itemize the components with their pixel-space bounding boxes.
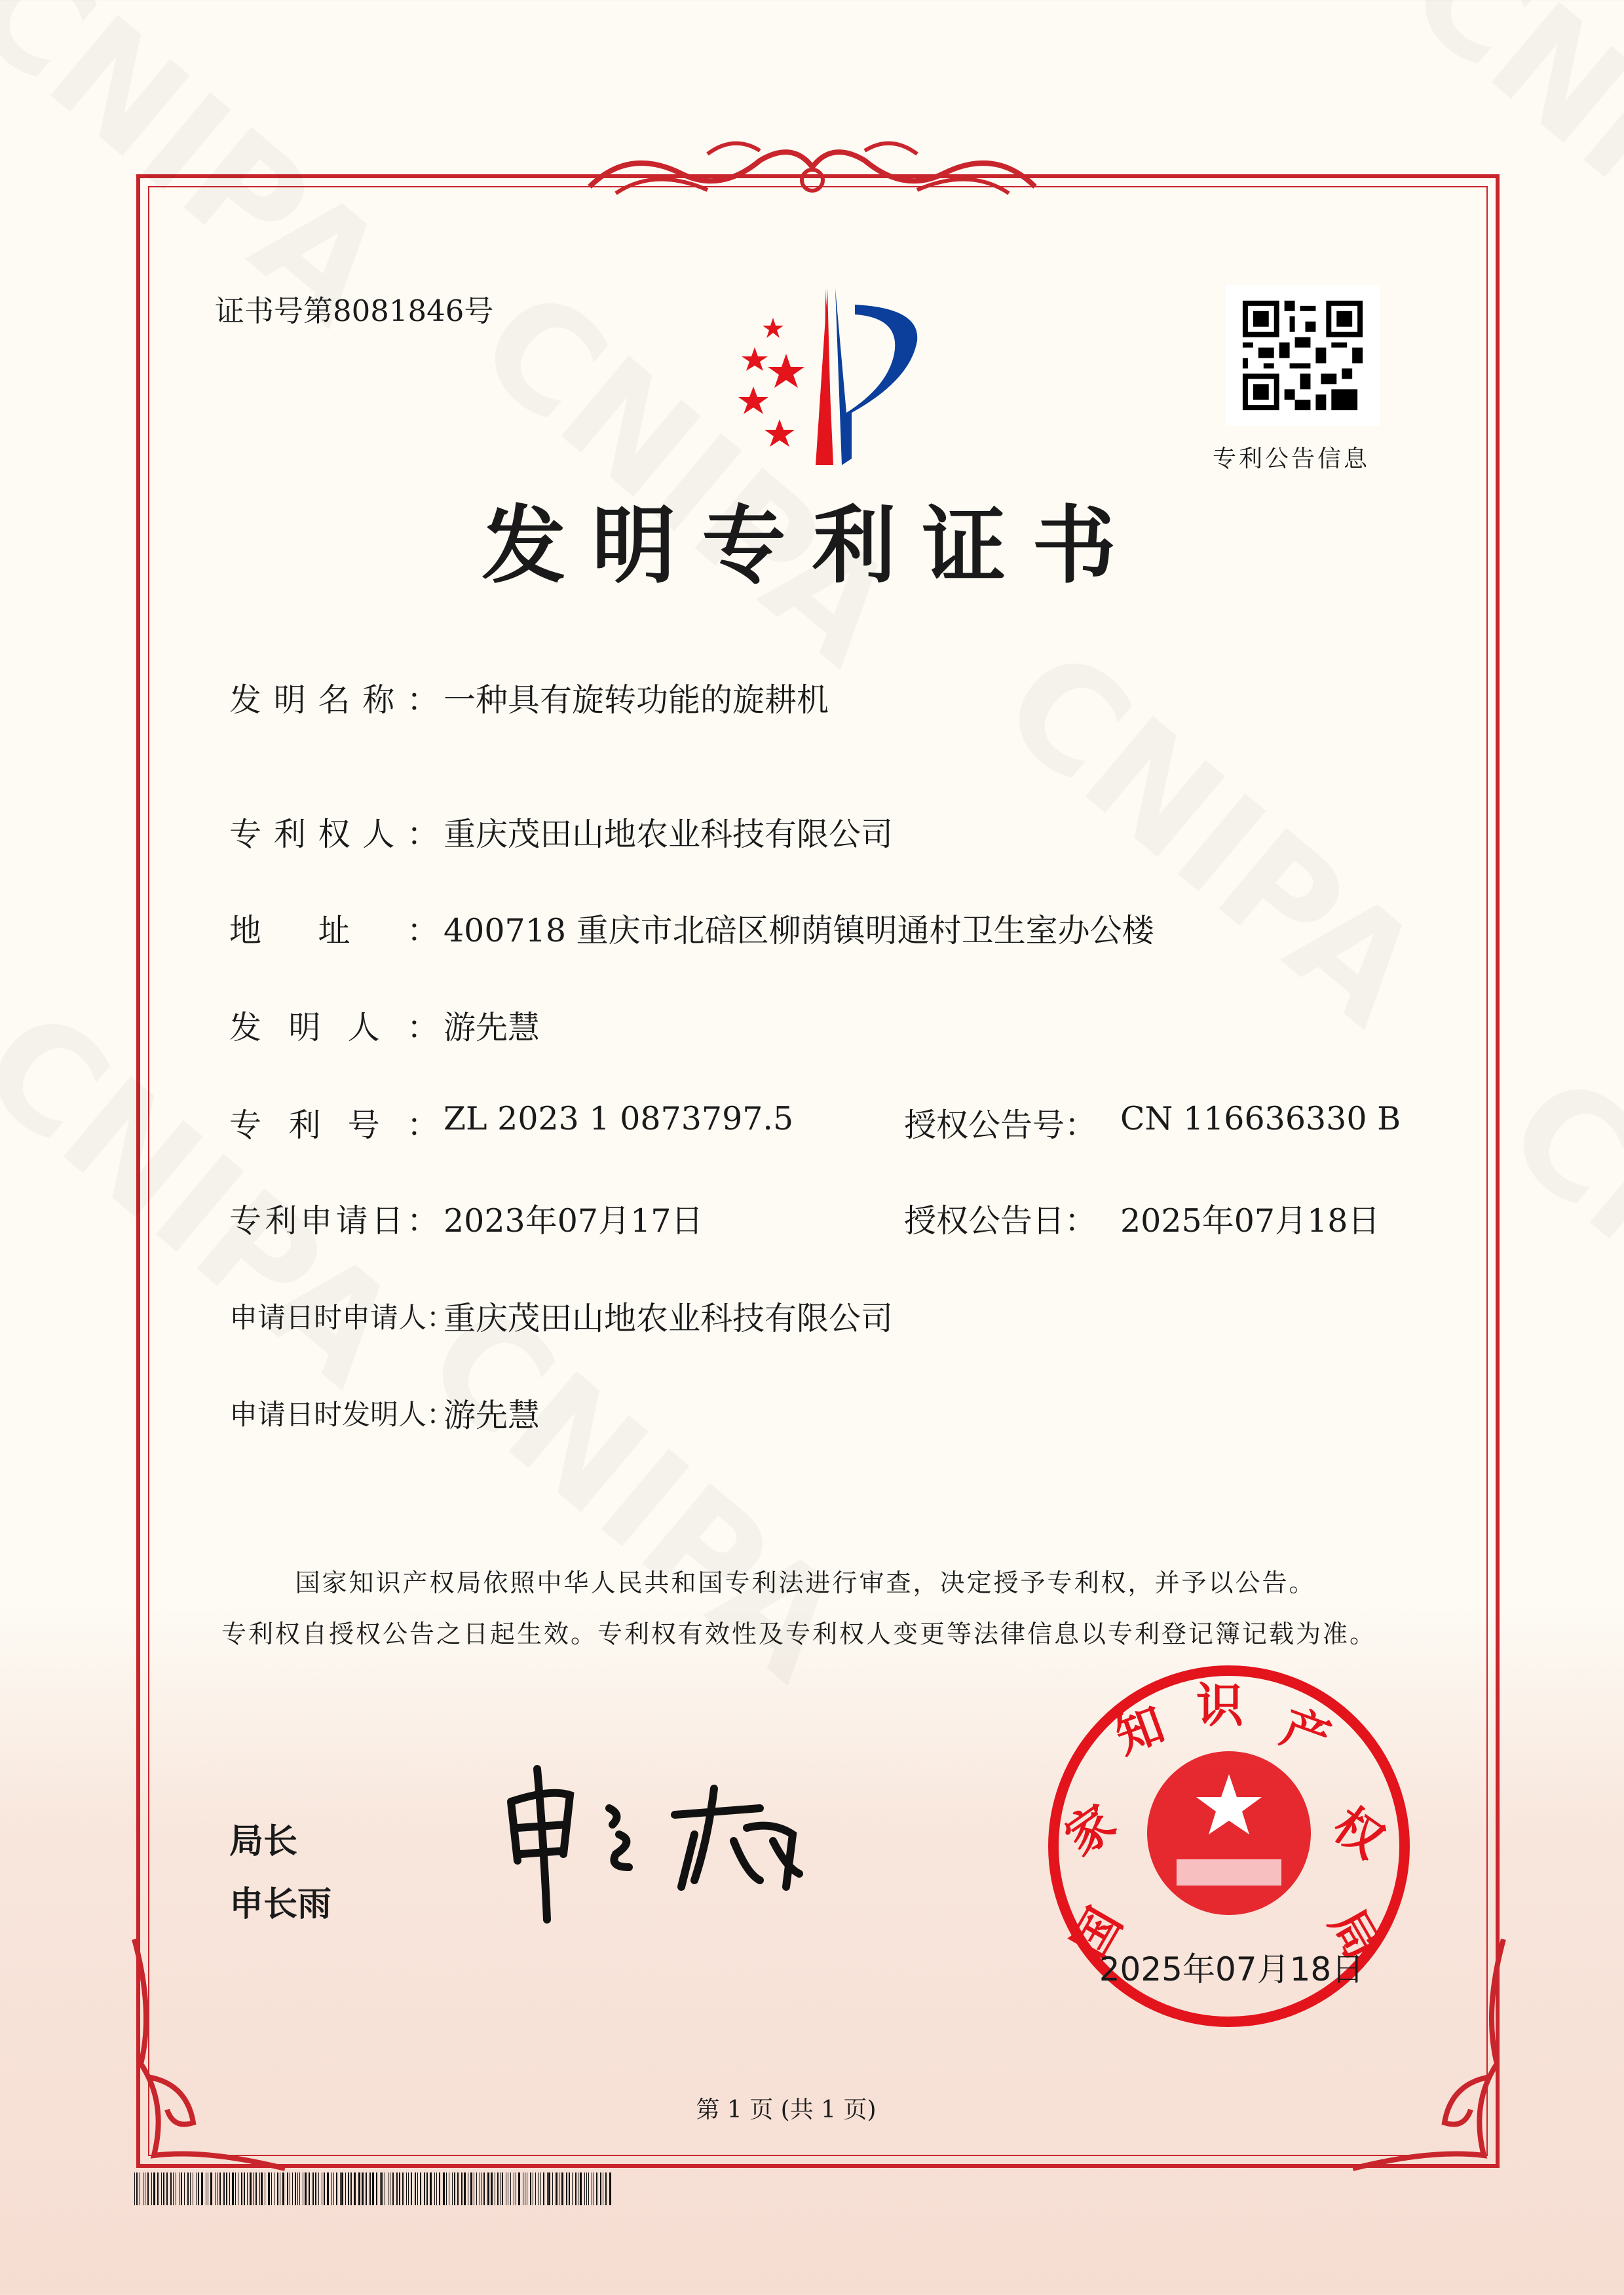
qr-code-icon — [1226, 285, 1380, 426]
barcode-bar — [305, 2172, 306, 2205]
barcode-bar — [282, 2172, 284, 2205]
svg-text:局: 局 — [1319, 1899, 1391, 1969]
field-label: 地址： — [229, 912, 439, 949]
barcode-bar — [464, 2172, 466, 2205]
barcode-bar — [163, 2172, 164, 2205]
barcode-bar — [454, 2172, 455, 2205]
field-value: 游先慧 — [444, 1397, 540, 1434]
barcode-bar — [436, 2172, 437, 2205]
barcode-bar — [408, 2172, 409, 2205]
barcode-bar — [411, 2172, 412, 2205]
barcode-bar — [399, 2172, 400, 2205]
barcode-bar — [609, 2172, 611, 2205]
barcode-bar — [226, 2172, 227, 2205]
barcode-bar — [439, 2172, 441, 2205]
corner-ornament-left — [128, 1933, 298, 2182]
barcode-bar — [147, 2172, 149, 2205]
barcode-bar — [430, 2172, 431, 2205]
barcode-bar — [600, 2172, 601, 2205]
svg-text:权: 权 — [1323, 1796, 1394, 1869]
barcode-bar — [287, 2172, 288, 2205]
field-label: 专利申请日： — [229, 1202, 439, 1240]
barcode-bar — [572, 2172, 573, 2205]
barcode-bar — [333, 2172, 334, 2205]
barcode-bar — [184, 2172, 185, 2205]
barcode-bar — [457, 2172, 459, 2205]
barcode-bar — [153, 2172, 155, 2205]
barcode-bar — [426, 2172, 428, 2205]
barcode-bar — [476, 2172, 477, 2205]
barcode-bar — [161, 2172, 162, 2205]
barcode-bar — [392, 2172, 394, 2205]
barcode-bar — [538, 2172, 539, 2205]
certificate-number: 证书号第8081846号 — [215, 294, 494, 328]
barcode-bar — [235, 2172, 236, 2205]
field-label: 申请日时发明人： — [229, 1399, 455, 1432]
top-ornament — [576, 134, 1048, 213]
barcode-bar — [312, 2172, 314, 2205]
barcode-bar — [362, 2172, 364, 2205]
barcode-bar — [255, 2172, 256, 2205]
field-label: 授权公告日： — [904, 1202, 1097, 1240]
field-label: 授权公告号： — [904, 1107, 1097, 1144]
barcode-bar — [543, 2172, 544, 2205]
field-value: 400718 重庆市北碚区柳荫镇明通村卫生室办公楼 — [444, 912, 1154, 949]
barcode-bar — [157, 2172, 159, 2205]
barcode-bar — [596, 2172, 597, 2205]
barcode-bar — [548, 2172, 550, 2205]
barcode-bar — [241, 2172, 242, 2205]
statement-line: 专利权自授权公告之日起生效。专利权有效性及专利权人变更等法律信息以专利登记簿记载为准。 — [221, 1620, 1376, 1648]
barcode-bar — [187, 2172, 189, 2205]
field-label: 发明名称： — [229, 681, 439, 719]
barcode-bar — [196, 2172, 197, 2205]
field-value: 重庆茂田山地农业科技有限公司 — [444, 816, 894, 853]
barcode-bar — [299, 2172, 300, 2205]
barcode-bar — [348, 2172, 349, 2205]
barcode-bar — [556, 2172, 557, 2205]
barcode-bar — [292, 2172, 293, 2205]
barcode-bar — [372, 2172, 373, 2205]
field-label: 申请日时申请人： — [229, 1302, 455, 1335]
barcode-bar — [366, 2172, 368, 2205]
field-value: 重庆茂田山地农业科技有限公司 — [444, 1300, 894, 1337]
barcode-bar — [547, 2172, 548, 2205]
barcode-bar — [605, 2172, 607, 2205]
cnipa-logo — [694, 282, 937, 472]
barcode-bar — [470, 2172, 472, 2205]
barcode-bar — [552, 2172, 553, 2205]
barcode-bar — [561, 2172, 563, 2205]
barcode-bar — [253, 2172, 254, 2205]
barcode-bar — [261, 2172, 263, 2205]
barcode-bar — [173, 2172, 174, 2205]
field-value: 一种具有旋转功能的旋耕机 — [444, 681, 829, 719]
barcode-bar — [215, 2172, 216, 2205]
svg-text:识: 识 — [1196, 1678, 1244, 1733]
barcode-bar — [331, 2172, 332, 2205]
barcode-bar — [406, 2172, 407, 2205]
field-value: 游先慧 — [444, 1009, 540, 1046]
barcode-bar — [381, 2172, 382, 2205]
barcode-bar — [181, 2172, 182, 2205]
barcode-bar — [268, 2172, 270, 2205]
barcode-bar — [588, 2172, 589, 2205]
barcode-bar — [566, 2172, 567, 2205]
director-signature — [498, 1762, 839, 1926]
barcode-bar — [341, 2172, 343, 2205]
field-value: 2025年07月18日 — [1120, 1202, 1380, 1240]
barcode-bar — [380, 2172, 381, 2205]
barcode-bar — [345, 2172, 346, 2205]
barcode-bar — [487, 2172, 489, 2205]
barcode-bar — [232, 2172, 234, 2205]
barcode-bar — [219, 2172, 221, 2205]
barcode-bar — [569, 2172, 570, 2205]
barcode-bar — [586, 2172, 587, 2205]
barcode-bar — [354, 2172, 356, 2205]
barcode-bar — [309, 2172, 310, 2205]
barcode-bar — [358, 2172, 360, 2205]
barcode-bar — [223, 2172, 225, 2205]
barcode-bar — [247, 2172, 248, 2205]
page-title: 发明专利证书 — [482, 497, 1142, 595]
barcode-bar — [584, 2172, 585, 2205]
field-value: CN 116636330 B — [1120, 1100, 1401, 1137]
barcode-bar — [518, 2172, 520, 2205]
barcode-bar — [575, 2172, 576, 2205]
seal-date: 2025年07月18日 — [1099, 1950, 1365, 1988]
svg-text:知: 知 — [1108, 1696, 1172, 1765]
barcode-bar — [497, 2172, 498, 2205]
barcode-bar — [336, 2172, 337, 2205]
barcode-bar — [259, 2172, 260, 2205]
barcode-bar — [170, 2172, 172, 2205]
barcode-bar — [277, 2172, 278, 2205]
barcode-bar — [151, 2172, 152, 2205]
barcode — [134, 2172, 613, 2205]
barcode-bar — [491, 2172, 493, 2205]
barcode-bar — [327, 2172, 329, 2205]
barcode-bar — [318, 2172, 319, 2205]
barcode-bar — [271, 2172, 272, 2205]
barcode-bar — [580, 2172, 582, 2205]
barcode-bar — [481, 2172, 482, 2205]
field-value: ZL 2023 1 0873797.5 — [444, 1100, 794, 1137]
barcode-bar — [417, 2172, 418, 2205]
barcode-bar — [540, 2172, 541, 2205]
field-value: 2023年07月17日 — [444, 1202, 704, 1240]
barcode-bar — [229, 2172, 230, 2205]
svg-text:家: 家 — [1055, 1794, 1125, 1867]
qr-code[interactable] — [1226, 285, 1380, 426]
barcode-bar — [190, 2172, 191, 2205]
barcode-bar — [201, 2172, 203, 2205]
barcode-bar — [530, 2172, 531, 2205]
barcode-bar — [446, 2172, 447, 2205]
barcode-bar — [166, 2172, 168, 2205]
statement-line: 国家知识产权局依照中华人民共和国专利法进行审查，决定授予专利权，并予以公告。 — [295, 1568, 1316, 1597]
barcode-bar — [340, 2172, 341, 2205]
barcode-bar — [136, 2172, 138, 2205]
barcode-bar — [210, 2172, 212, 2205]
field-label: 发明人： — [229, 1009, 439, 1046]
barcode-bar — [369, 2172, 371, 2205]
barcode-bar — [443, 2172, 445, 2205]
barcode-bar — [424, 2172, 425, 2205]
barcode-bar — [402, 2172, 404, 2205]
field-label: 专利权人： — [229, 816, 439, 853]
svg-text:产: 产 — [1274, 1699, 1338, 1768]
barcode-bar — [376, 2172, 377, 2205]
barcode-bar — [461, 2172, 463, 2205]
corner-ornament-right — [1340, 1933, 1510, 2182]
barcode-bar — [452, 2172, 453, 2205]
page-number: 第 1 页 (共 1 页) — [696, 2096, 877, 2123]
barcode-bar — [483, 2172, 485, 2205]
barcode-bar — [134, 2172, 135, 2205]
barcode-bar — [396, 2172, 398, 2205]
barcode-bar — [420, 2172, 422, 2205]
barcode-bar — [297, 2172, 298, 2205]
director-title: 局长 — [229, 1822, 298, 1861]
director-name: 申长雨 — [229, 1885, 332, 1924]
barcode-bar — [350, 2172, 352, 2205]
field-label: 专利号： — [229, 1107, 439, 1144]
barcode-bar — [198, 2172, 200, 2205]
barcode-bar — [434, 2172, 435, 2205]
barcode-bar — [535, 2172, 536, 2205]
barcode-bar — [315, 2172, 316, 2205]
barcode-bar — [510, 2172, 511, 2205]
svg-text:国: 国 — [1061, 1899, 1133, 1967]
barcode-bar — [250, 2172, 252, 2205]
qr-label: 专利公告信息 — [1213, 446, 1370, 472]
